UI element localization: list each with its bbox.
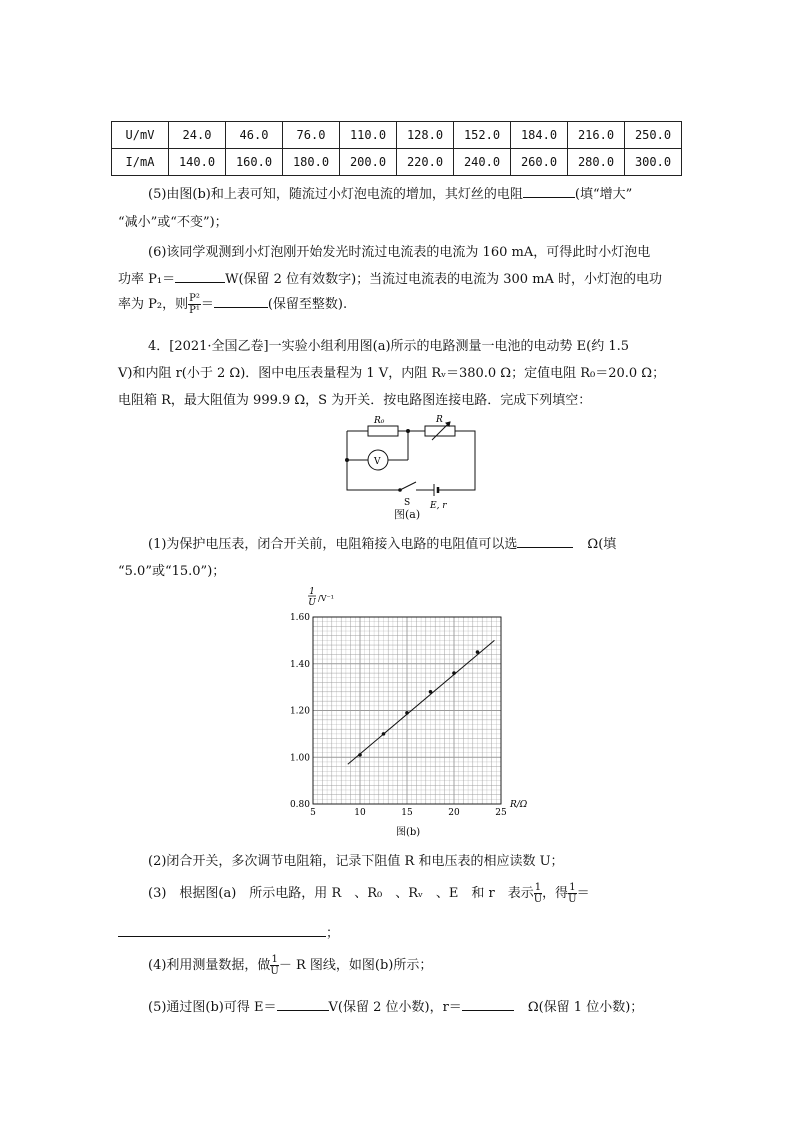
q5-text-post: (填“增大” xyxy=(574,187,633,202)
table-cell: 250.0 xyxy=(625,122,682,149)
y-tick-label: 1.60 xyxy=(289,613,310,623)
q5-line2: “减小”或“不变”)； xyxy=(118,215,228,230)
p4-line xyxy=(148,954,432,977)
fraction-denominator: P¹ xyxy=(189,305,200,316)
battery-label: E, r xyxy=(430,501,447,511)
inverse-u-fraction xyxy=(534,882,542,905)
answer-blank[interactable] xyxy=(523,185,575,198)
answer-blank[interactable] xyxy=(214,295,268,308)
inverse-u-fraction xyxy=(270,954,278,977)
p5-text: (5)通过图(b)可得 E＝ xyxy=(148,1000,277,1015)
ylabel-numerator: 1 xyxy=(309,587,315,597)
fraction-denominator: U xyxy=(533,894,543,905)
answer-blank[interactable] xyxy=(517,535,573,548)
data-point xyxy=(452,671,456,675)
table-cell: 110.0 xyxy=(340,122,397,149)
p5-mid: V(保留 2 位小数)，r＝ xyxy=(328,1000,462,1015)
q6-text: 率为 P₂，则 xyxy=(118,297,189,312)
table-cell: 46.0 xyxy=(226,122,283,149)
p1-line2: “5.0”或“15.0”)； xyxy=(118,564,226,579)
p1-text: (1)为保护电压表，闭合开关前，电阻箱接入电路的电阻值可以选 xyxy=(148,537,518,552)
p4-text: (4)利用测量数据，做 xyxy=(148,958,271,973)
y-tick-label: 1.40 xyxy=(289,659,310,670)
table-cell: 300.0 xyxy=(625,149,682,176)
xlabel: R/Ω xyxy=(510,800,528,810)
q6-line3 xyxy=(118,293,347,316)
table-cell: 200.0 xyxy=(340,149,397,176)
data-point xyxy=(405,711,409,715)
data-point xyxy=(429,690,433,694)
q6-text-post: (保留至整数). xyxy=(267,297,348,312)
fraction-numerator: 1 xyxy=(569,882,576,893)
x-tick-label: 25 xyxy=(495,808,507,818)
p5-line xyxy=(148,996,643,1015)
ylabel-unit: /V⁻¹ xyxy=(318,594,334,603)
table-cell: 140.0 xyxy=(169,149,226,176)
y-tick-label: 0.80 xyxy=(289,800,310,810)
p3-mid: ，得 xyxy=(542,886,569,901)
table-cell: 160.0 xyxy=(226,149,283,176)
p3-line2 xyxy=(118,922,339,941)
switch-label: S xyxy=(404,498,411,508)
data-point xyxy=(476,650,480,654)
data-point xyxy=(382,732,386,736)
data-point xyxy=(358,753,362,757)
power-ratio-fraction xyxy=(188,293,201,316)
p3-end: ； xyxy=(326,926,340,941)
fraction-numerator: P² xyxy=(189,293,200,304)
resistor-r0 xyxy=(368,426,398,436)
q5-line1 xyxy=(148,183,632,202)
switch-s xyxy=(400,482,416,490)
p3-line1 xyxy=(148,882,590,905)
r0-label: R₀ xyxy=(374,416,385,426)
table-cell: 220.0 xyxy=(397,149,454,176)
fraction-denominator: U xyxy=(568,894,577,905)
inverse-u-fraction xyxy=(568,882,576,905)
table-row xyxy=(112,122,682,149)
q4-line3: 电阻箱 R，最大阻值为 999.9 Ω，S 为开关．按电路图连接电路．完成下列填空： xyxy=(118,393,592,408)
fraction-denominator: U xyxy=(270,966,279,977)
table-cell: 280.0 xyxy=(568,149,625,176)
q5-text: (5)由图(b)和上表可知，随流过小灯泡电流的增加，其灯丝的电阻 xyxy=(148,187,523,202)
ylabel-denominator: U xyxy=(308,598,316,608)
r-label: R xyxy=(436,415,443,425)
p1-text-post: Ω(填 xyxy=(587,537,617,552)
q6-text: 功率 P₁＝ xyxy=(118,272,176,287)
y-tick-label: 1.20 xyxy=(289,706,310,717)
x-tick-label: 5 xyxy=(310,808,316,818)
q6-line2 xyxy=(118,268,662,287)
equals-sign: ＝ xyxy=(200,297,214,312)
q6-text-post: W(保留 2 位有效数字)；当流过电流表的电流为 300 mA 时，小灯泡的电功 xyxy=(225,272,663,287)
rheostat-r xyxy=(425,426,455,436)
p3-text: (3) 根据图(a) 所示电路，用 R 、R₀ 、Rᵥ 、E 和 r 表示 xyxy=(148,886,534,901)
table-cell: 180.0 xyxy=(283,149,340,176)
equals-sign: ＝ xyxy=(576,886,590,901)
x-tick-label: 20 xyxy=(448,808,460,818)
table-cell: 184.0 xyxy=(511,122,568,149)
table-cell: 76.0 xyxy=(283,122,340,149)
x-tick-label: 15 xyxy=(401,808,413,818)
table-cell: 240.0 xyxy=(454,149,511,176)
answer-blank[interactable] xyxy=(277,998,329,1011)
p1-line1 xyxy=(148,533,616,552)
answer-blank[interactable] xyxy=(175,270,225,283)
table-header-i: I/mA xyxy=(112,149,169,176)
p4-text-post: － R 图线，如图(b)所示； xyxy=(278,958,433,973)
q4-line1: 4．[2021·全国乙卷]一实验小组利用图(a)所示的电路测量一电池的电动势 E(约 1.5 xyxy=(148,339,630,354)
p5-text-post: Ω(保留 1 位小数)； xyxy=(527,1000,644,1015)
x-tick-label: 10 xyxy=(354,808,366,818)
fraction-numerator: 1 xyxy=(271,954,278,965)
p2-line: (2)闭合开关，多次调节电阻箱，记录下阻值 R 和电压表的相应读数 U； xyxy=(148,854,564,869)
graph-b xyxy=(280,585,540,840)
y-tick-label: 1.00 xyxy=(289,753,310,764)
circuit-diagram xyxy=(330,410,490,520)
table-cell: 152.0 xyxy=(454,122,511,149)
fraction-numerator: 1 xyxy=(534,882,542,893)
chart-grid xyxy=(313,617,501,804)
answer-blank[interactable] xyxy=(462,998,514,1011)
table-cell: 128.0 xyxy=(397,122,454,149)
table-header-u: U/mV xyxy=(112,122,169,149)
measurement-table xyxy=(111,121,682,176)
figure-a-caption: 图(a) xyxy=(394,508,421,521)
figure-b-caption: 图(b) xyxy=(396,827,421,838)
answer-blank[interactable] xyxy=(118,924,326,937)
q4-line2: V)和内阻 r(小于 2 Ω)．图中电压表量程为 1 V，内阻 Rᵥ＝380.0 Ω；定值电阻 R₀＝20.0 Ω； xyxy=(118,366,666,381)
q6-line1: (6)该同学观测到小灯泡刚开始发光时流过电流表的电流为 160 mA，可得此时小灯泡电 xyxy=(148,245,651,260)
table-row xyxy=(112,149,682,176)
table-cell: 216.0 xyxy=(568,122,625,149)
table-cell: 24.0 xyxy=(169,122,226,149)
voltmeter-label: V xyxy=(374,457,381,467)
table-cell: 260.0 xyxy=(511,149,568,176)
